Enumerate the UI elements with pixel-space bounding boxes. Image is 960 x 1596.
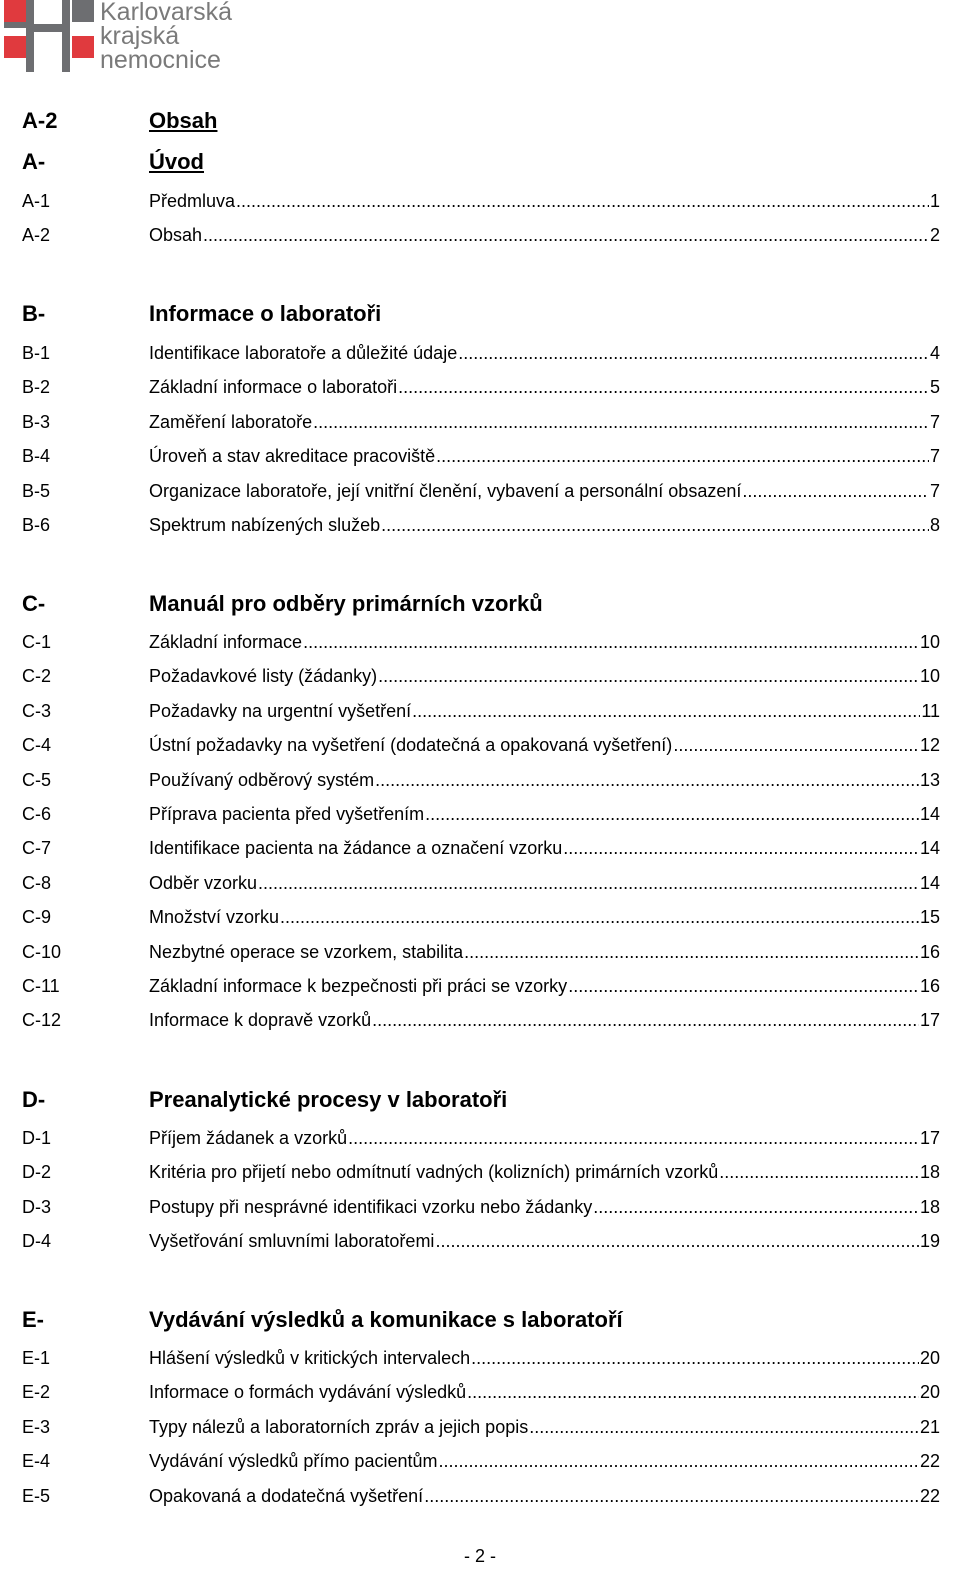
toc-entry-page: 1 bbox=[929, 191, 940, 211]
logo-wordmark bbox=[100, 0, 232, 72]
toc-entry-title: Organizace laboratoře, její vnitřní členění, vybavení a personální obsazení bbox=[149, 481, 742, 501]
logo-cross-icon bbox=[4, 0, 94, 72]
toc-top-code: A-2 bbox=[22, 108, 58, 133]
toc-entry-line bbox=[149, 1004, 940, 1036]
toc-entry-line bbox=[149, 936, 940, 968]
toc-entry-title: Základní informace k bezpečnosti při práci se vzorky bbox=[149, 976, 568, 996]
toc-entry-code: C-7 bbox=[22, 838, 52, 858]
toc-entry-title: Úroveň a stav akreditace pracoviště bbox=[149, 446, 436, 466]
toc-entry-title: Požadavkové listy (žádanky) bbox=[149, 666, 378, 686]
toc-entry-page: 21 bbox=[919, 1417, 940, 1437]
toc-entry-code: C-11 bbox=[22, 976, 60, 996]
toc-entry-code: C-12 bbox=[22, 1010, 62, 1030]
toc-entry-title: Používaný odběrový systém bbox=[149, 770, 375, 790]
toc-entry-line bbox=[149, 867, 940, 899]
toc-entry-line bbox=[149, 798, 940, 830]
section-title: Vydávání výsledků a komunikace s laboratoří bbox=[149, 1307, 623, 1332]
toc-entry-line bbox=[149, 764, 940, 796]
toc-entry[interactable] bbox=[0, 1122, 960, 1154]
dot-leader bbox=[438, 1445, 918, 1477]
toc-entry[interactable] bbox=[0, 509, 960, 541]
dot-leader bbox=[424, 1480, 919, 1512]
toc-entry-code: C-1 bbox=[22, 632, 52, 652]
toc-entry[interactable] bbox=[0, 1004, 960, 1036]
dot-leader bbox=[372, 1004, 919, 1036]
toc-entry-line bbox=[149, 1191, 940, 1223]
toc-entry-line bbox=[149, 185, 940, 217]
toc-entry-code: C-8 bbox=[22, 873, 52, 893]
dot-leader bbox=[236, 185, 929, 217]
toc-entry-line bbox=[149, 1122, 940, 1154]
toc-entry-code: E-1 bbox=[22, 1348, 51, 1368]
dot-leader bbox=[563, 832, 919, 864]
toc-entry-line bbox=[149, 626, 940, 658]
toc-entry-page: 18 bbox=[919, 1162, 940, 1182]
toc-entry[interactable] bbox=[0, 901, 960, 933]
toc-entry-code: B-4 bbox=[22, 446, 51, 466]
toc-entry-page: 2 bbox=[929, 225, 940, 245]
toc-entry-page: 14 bbox=[919, 804, 940, 824]
toc-entry-code: E-3 bbox=[22, 1417, 51, 1437]
toc-entry-code: C-6 bbox=[22, 804, 52, 824]
toc-entry[interactable] bbox=[0, 1191, 960, 1223]
toc-entry-line bbox=[149, 1445, 940, 1477]
dot-leader bbox=[436, 440, 929, 472]
toc-entry-page: 16 bbox=[919, 942, 940, 962]
toc-entry-line bbox=[149, 1225, 940, 1257]
section-heading bbox=[0, 144, 960, 180]
toc-entry-code: E-2 bbox=[22, 1382, 51, 1402]
dot-leader bbox=[467, 1376, 919, 1408]
toc-entry[interactable] bbox=[0, 440, 960, 472]
toc-entry-title: Spektrum nabízených služeb bbox=[149, 515, 381, 535]
dot-leader bbox=[719, 1156, 919, 1188]
toc-entry-title: Příprava pacienta před vyšetřením bbox=[149, 804, 425, 824]
toc-entry-line bbox=[149, 509, 940, 541]
toc-entry-code: C-4 bbox=[22, 735, 52, 755]
toc-entry[interactable] bbox=[0, 337, 960, 369]
toc-entry-line bbox=[149, 1480, 940, 1512]
toc-entry-title: Předmluva bbox=[149, 191, 236, 211]
dot-leader bbox=[673, 729, 919, 761]
toc-entry-title: Nezbytné operace se vzorkem, stabilita bbox=[149, 942, 464, 962]
toc-entry[interactable] bbox=[0, 798, 960, 830]
section-title: Informace o laboratoři bbox=[149, 301, 382, 326]
toc-entry-code: A-2 bbox=[22, 225, 51, 245]
toc-entry-code: B-5 bbox=[22, 481, 51, 501]
dot-leader bbox=[313, 406, 929, 438]
section-heading bbox=[0, 1082, 960, 1118]
toc-entry[interactable] bbox=[0, 1376, 960, 1408]
dot-leader bbox=[375, 764, 919, 796]
dot-leader bbox=[398, 371, 929, 403]
toc-entry-page: 10 bbox=[919, 632, 940, 652]
toc-entry-page: 11 bbox=[921, 701, 940, 721]
toc-entry-page: 14 bbox=[919, 838, 940, 858]
dot-leader bbox=[458, 337, 929, 369]
toc-entry-title: Základní informace o laboratoři bbox=[149, 377, 398, 397]
dot-leader bbox=[303, 626, 919, 658]
toc-entry-title: Obsah bbox=[149, 225, 203, 245]
toc-entry-page: 22 bbox=[919, 1451, 940, 1471]
toc-entry[interactable] bbox=[0, 729, 960, 761]
toc-top-heading bbox=[0, 103, 960, 139]
hospital-logo bbox=[4, 0, 244, 74]
toc-entry[interactable] bbox=[0, 1480, 960, 1512]
toc-entry-code: C-9 bbox=[22, 907, 52, 927]
toc-entry-page: 16 bbox=[919, 976, 940, 996]
toc-entry-title: Postupy při nesprávné identifikaci vzorku nebo žádanky bbox=[149, 1197, 593, 1217]
toc-entry[interactable] bbox=[0, 1411, 960, 1443]
toc-entry[interactable] bbox=[0, 936, 960, 968]
toc-entry-code: E-5 bbox=[22, 1486, 51, 1506]
toc-entry-code: E-4 bbox=[22, 1451, 51, 1471]
toc-entry-code: C-10 bbox=[22, 942, 62, 962]
toc-entry-title: Informace o formách vydávání výsledků bbox=[149, 1382, 467, 1402]
toc-entry-title: Hlášení výsledků v kritických intervalech bbox=[149, 1348, 471, 1368]
toc-entry-code: B-3 bbox=[22, 412, 51, 432]
toc-entry-page: 17 bbox=[919, 1128, 940, 1148]
dot-leader bbox=[378, 660, 919, 692]
section-code: D- bbox=[22, 1087, 46, 1112]
toc-entry-page: 4 bbox=[929, 343, 940, 363]
toc-entry-code: B-2 bbox=[22, 377, 51, 397]
dot-leader bbox=[593, 1191, 919, 1223]
toc-entry-line bbox=[149, 406, 940, 438]
dot-leader bbox=[529, 1411, 919, 1443]
toc-entry[interactable] bbox=[0, 406, 960, 438]
toc-entry-line bbox=[149, 371, 940, 403]
section-heading bbox=[0, 586, 960, 622]
logo-line-1: Karlovarská bbox=[100, 0, 232, 26]
page-number: - 2 - bbox=[463, 1546, 496, 1566]
toc-entry-line bbox=[149, 901, 940, 933]
dot-leader bbox=[348, 1122, 919, 1154]
toc-entry-title: Množství vzorku bbox=[149, 907, 280, 927]
toc-entry[interactable] bbox=[0, 1342, 960, 1374]
toc-entry-code: D-3 bbox=[22, 1197, 52, 1217]
section-code: A- bbox=[22, 149, 46, 174]
toc-entry-code: D-4 bbox=[22, 1231, 52, 1251]
toc-entry-title: Odběr vzorku bbox=[149, 873, 258, 893]
section-heading bbox=[0, 1302, 960, 1338]
toc-entry[interactable] bbox=[0, 764, 960, 796]
toc-entry-line bbox=[149, 832, 940, 864]
toc-entry-title: Opakovaná a dodatečná vyšetření bbox=[149, 1486, 424, 1506]
dot-leader bbox=[280, 901, 919, 933]
toc-entry-code: A-1 bbox=[22, 191, 51, 211]
dot-leader bbox=[568, 970, 919, 1002]
toc-entry-title: Kritéria pro přijetí nebo odmítnutí vadných (kolizních) primárních vzorků bbox=[149, 1162, 719, 1182]
toc-entry-line bbox=[149, 660, 940, 692]
toc-entry-title: Identifikace pacienta na žádance a označení vzorku bbox=[149, 838, 563, 858]
toc-entry-title: Vyšetřování smluvními laboratořemi bbox=[149, 1231, 435, 1251]
toc-entry-page: 20 bbox=[919, 1348, 940, 1368]
toc-entry-line bbox=[149, 970, 940, 1002]
toc-entry[interactable] bbox=[0, 695, 960, 727]
toc-entry-line bbox=[149, 1376, 940, 1408]
dot-leader bbox=[471, 1342, 919, 1374]
toc-entry-page: 8 bbox=[929, 515, 940, 535]
toc-entry[interactable] bbox=[0, 970, 960, 1002]
toc-entry-page: 19 bbox=[919, 1231, 940, 1251]
toc-entry-page: 7 bbox=[929, 412, 940, 432]
dot-leader bbox=[742, 475, 929, 507]
dot-leader bbox=[381, 509, 929, 541]
toc-entry-line bbox=[149, 337, 940, 369]
toc-entry-line bbox=[149, 475, 940, 507]
toc-entry-page: 22 bbox=[919, 1486, 940, 1506]
section-code: C- bbox=[22, 591, 46, 616]
toc-entry-title: Požadavky na urgentní vyšetření bbox=[149, 701, 412, 721]
toc-entry[interactable] bbox=[0, 1445, 960, 1477]
toc-entry-title: Ústní požadavky na vyšetření (dodatečná a opakovaná vyšetření) bbox=[149, 735, 673, 755]
section-heading bbox=[0, 296, 960, 332]
toc-entry-page: 17 bbox=[919, 1010, 940, 1030]
toc-entry[interactable] bbox=[0, 1156, 960, 1188]
toc-entry-title: Vydávání výsledků přímo pacientům bbox=[149, 1451, 438, 1471]
toc-entry-line bbox=[149, 695, 940, 727]
logo-line-2: krajská bbox=[100, 22, 180, 50]
dot-leader bbox=[435, 1225, 919, 1257]
toc-entry-line bbox=[149, 1156, 940, 1188]
section-title: Manuál pro odběry primárních vzorků bbox=[149, 591, 543, 616]
toc-entry-page: 5 bbox=[929, 377, 940, 397]
dot-leader bbox=[203, 219, 929, 251]
toc-entry[interactable] bbox=[0, 832, 960, 864]
section-title: Úvod bbox=[149, 149, 204, 174]
toc-entry-line bbox=[149, 440, 940, 472]
toc-entry[interactable] bbox=[0, 867, 960, 899]
toc-entry-line bbox=[149, 1342, 940, 1374]
dot-leader bbox=[425, 798, 919, 830]
toc-entry-page: 20 bbox=[919, 1382, 940, 1402]
toc-entry-title: Typy nálezů a laboratorních zpráv a jejich popis bbox=[149, 1417, 529, 1437]
section-code: E- bbox=[22, 1307, 44, 1332]
toc-entry-code: B-6 bbox=[22, 515, 51, 535]
toc-entry-line bbox=[149, 219, 940, 251]
toc-entry-title: Příjem žádanek a vzorků bbox=[149, 1128, 348, 1148]
toc-entry-page: 14 bbox=[919, 873, 940, 893]
toc-entry-code: C-3 bbox=[22, 701, 52, 721]
toc-entry-page: 7 bbox=[929, 446, 940, 466]
toc-entry[interactable] bbox=[0, 475, 960, 507]
logo-line-3: nemocnice bbox=[100, 46, 221, 74]
section-code: B- bbox=[22, 301, 46, 326]
toc-entry-page: 15 bbox=[919, 907, 940, 927]
toc-entry[interactable] bbox=[0, 219, 960, 251]
toc-entry-title: Zaměření laboratoře bbox=[149, 412, 313, 432]
section-title: Preanalytické procesy v laboratoři bbox=[149, 1087, 508, 1112]
toc-entry-title: Základní informace bbox=[149, 632, 303, 652]
toc-entry-code: D-2 bbox=[22, 1162, 52, 1182]
toc-entry[interactable] bbox=[0, 660, 960, 692]
toc-entry-page: 7 bbox=[929, 481, 940, 501]
toc-entry-line bbox=[149, 729, 940, 761]
toc-entry[interactable] bbox=[0, 1225, 960, 1257]
toc-entry-page: 13 bbox=[919, 770, 940, 790]
toc-entry-line bbox=[149, 1411, 940, 1443]
toc-entry-code: D-1 bbox=[22, 1128, 52, 1148]
toc-entry[interactable] bbox=[0, 371, 960, 403]
toc-entry-code: B-1 bbox=[22, 343, 51, 363]
dot-leader bbox=[464, 936, 919, 968]
toc-entry-title: Identifikace laboratoře a důležité údaje bbox=[149, 343, 458, 363]
toc-entry[interactable] bbox=[0, 185, 960, 217]
toc-entry-code: C-5 bbox=[22, 770, 52, 790]
dot-leader bbox=[412, 695, 920, 727]
toc-entry-title: Informace k dopravě vzorků bbox=[149, 1010, 372, 1030]
toc-entry-code: C-2 bbox=[22, 666, 52, 686]
dot-leader bbox=[258, 867, 919, 899]
toc-entry[interactable] bbox=[0, 626, 960, 658]
toc-entry-page: 12 bbox=[919, 735, 940, 755]
toc-entry-page: 10 bbox=[919, 666, 940, 686]
toc-top-title: Obsah bbox=[149, 108, 218, 133]
toc-entry-page: 18 bbox=[919, 1197, 940, 1217]
